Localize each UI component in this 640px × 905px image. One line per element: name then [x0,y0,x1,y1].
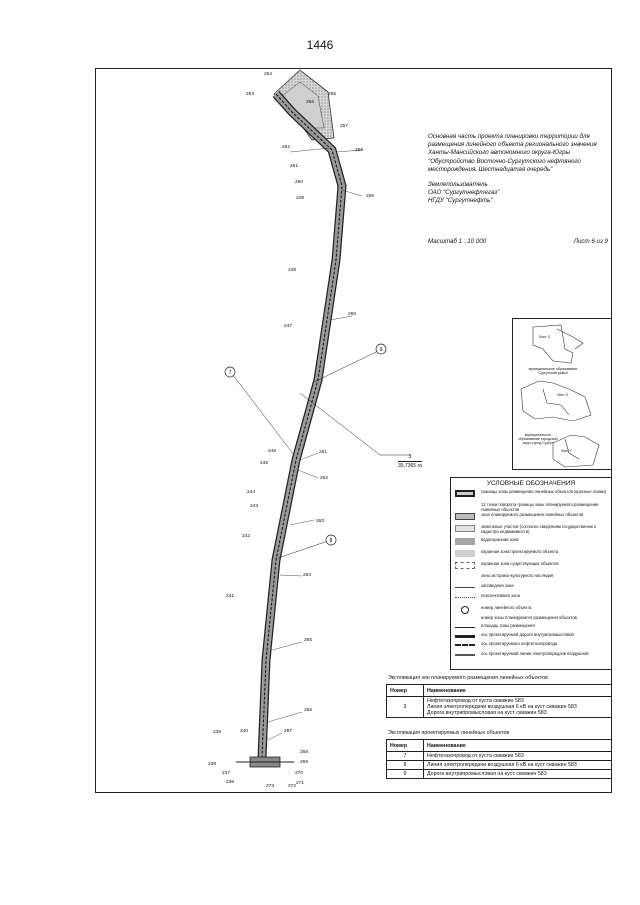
pt-240: 240 [240,729,249,734]
inset-district-2: муниципальное образование городской округ город Сургут [518,433,558,446]
land-user-label: Землепользователь [428,181,488,189]
scale-row [428,238,608,245]
callout-9-label: 9 [379,347,383,353]
pt-268: 268 [300,750,309,755]
callout-7-label: 7 [228,370,232,376]
zones-table [386,673,612,718]
objects-table-caption: Экспликация проектируемых линейных объектов [388,730,510,736]
pt-238: 238 [208,762,217,767]
pt-250: 250 [295,180,304,185]
pt-237: 237 [222,771,231,776]
pt-256: 256 [306,100,315,105]
pt-267: 267 [284,729,293,734]
title-block [428,133,613,206]
land-user-2: НГДУ "Сургутнефть" [428,197,493,205]
land-user-1: ОАО "Сургутнефтегаз" [428,189,500,197]
objects-col-number: Номер [387,740,424,752]
pt-257: 257 [340,124,349,129]
pt-269: 269 [300,760,309,765]
pt-249: 249 [296,196,305,201]
objects-table [386,728,612,779]
pt-264: 264 [303,573,312,578]
objects-col-name: Наименование [424,740,612,752]
pt-261: 261 [319,450,328,455]
pt-251: 251 [290,164,299,169]
inset-district-1: муниципальное образование Сургутский район [528,367,578,376]
pt-260: 260 [348,312,357,317]
pt-272: 272 [288,784,297,789]
project-title: Основная часть проекта планировки территории для размещения линейного объекта регионального значения Ханты-Мансийского автономного округа-Югры "Обустройство Восточно-Сургутского нефтяного месторождения. Шестнадцатая очередь" [428,133,597,173]
table-row: 8 Линия электропередачи воздушная 6 кВ на куст скважин 583 [387,761,612,770]
legend-title: УСЛОВНЫЕ ОБОЗНАЧЕНИЯ [486,480,576,487]
inset-sheet-3: Лист 3 [539,335,550,339]
pt-243: 243 [250,504,259,509]
pt-271: 271 [296,781,305,786]
zones-line: Дорога внутрипромысловая на куст скважин 583 [427,710,547,716]
zones-col-number: Номер [387,685,424,697]
inset-sheet-5: Лист 5 [557,393,568,397]
pt-252: 252 [282,145,291,150]
inset-map [512,318,612,470]
zone-area-label [398,454,422,469]
zones-line: Нефтегазопровод от куста скважин 583 [427,698,524,704]
callout-8-label: 8 [329,538,333,544]
pt-254: 254 [264,72,273,77]
pt-241: 241 [226,594,235,599]
pt-255: 255 [328,92,337,97]
pt-245: 245 [260,461,269,466]
pt-270: 270 [295,771,304,776]
zone-number: 3 [408,454,412,460]
zones-table-caption: Экспликация зон планируемого размещения линейных объектов [388,675,548,681]
pt-266: 266 [304,708,313,713]
table-row [387,697,612,718]
pt-263: 263 [316,519,325,524]
sheet-number: Лист 6 из 9 [573,238,608,245]
page-number: 1446 [306,38,334,52]
pt-242: 242 [242,534,251,539]
corridor-inner [262,94,342,758]
object-callouts [225,344,386,545]
pt-236: 236 [226,780,235,785]
pt-248: 248 [288,268,297,273]
legend: УСЛОВНЫЕ ОБОЗНАЧЕНИЯ границы зоны размещения линейных объектов (красные линии) 12 точки поворота границы зоны планируемого размещения линейных объектов зона планируемого размещения линейных объектов земельные участки (согласно сведениям государственного кадастра недвижимости) водоохранная зона охранная зона проектируемого объекта охранная зона существующих объектов зоны историко-культурного наследия заповедная зона перспективная зона номер линейного объекта номер зоны планируемого размещения объектов площадь зоны размещения ось проектируемой дороги внутрипромысловой ось проектируемого нефтегазопровода ось проектируемой линии электропередачи воздушной [450,477,612,670]
pt-259: 259 [366,194,375,199]
pt-265: 265 [304,638,313,643]
pt-253: 253 [246,92,255,97]
pt-246: 246 [268,449,277,454]
scale-text: Масштаб 1 : 10 000 [428,238,487,245]
table-row: 7 Нефтегазопровод от куста скважин 583 [387,752,612,761]
zones-col-name: Наименование [424,685,612,697]
pt-273: 273 [266,784,275,789]
zones-number: 3 [387,697,424,718]
pt-244: 244 [247,490,256,495]
table-row: 9 Дорога внутрипромысловая на куст скважин 583 [387,770,612,779]
zone-area: 35,7365 га [398,463,422,469]
inset-sheet-7: Лист 7 [561,449,572,453]
pt-247: 247 [284,324,293,329]
pt-258: 258 [355,148,364,153]
pt-239: 239 [213,730,222,735]
pt-262: 262 [320,476,329,481]
zones-line: Линия электропередачи воздушная 6 кВ на куст скважин 583 [427,704,577,710]
